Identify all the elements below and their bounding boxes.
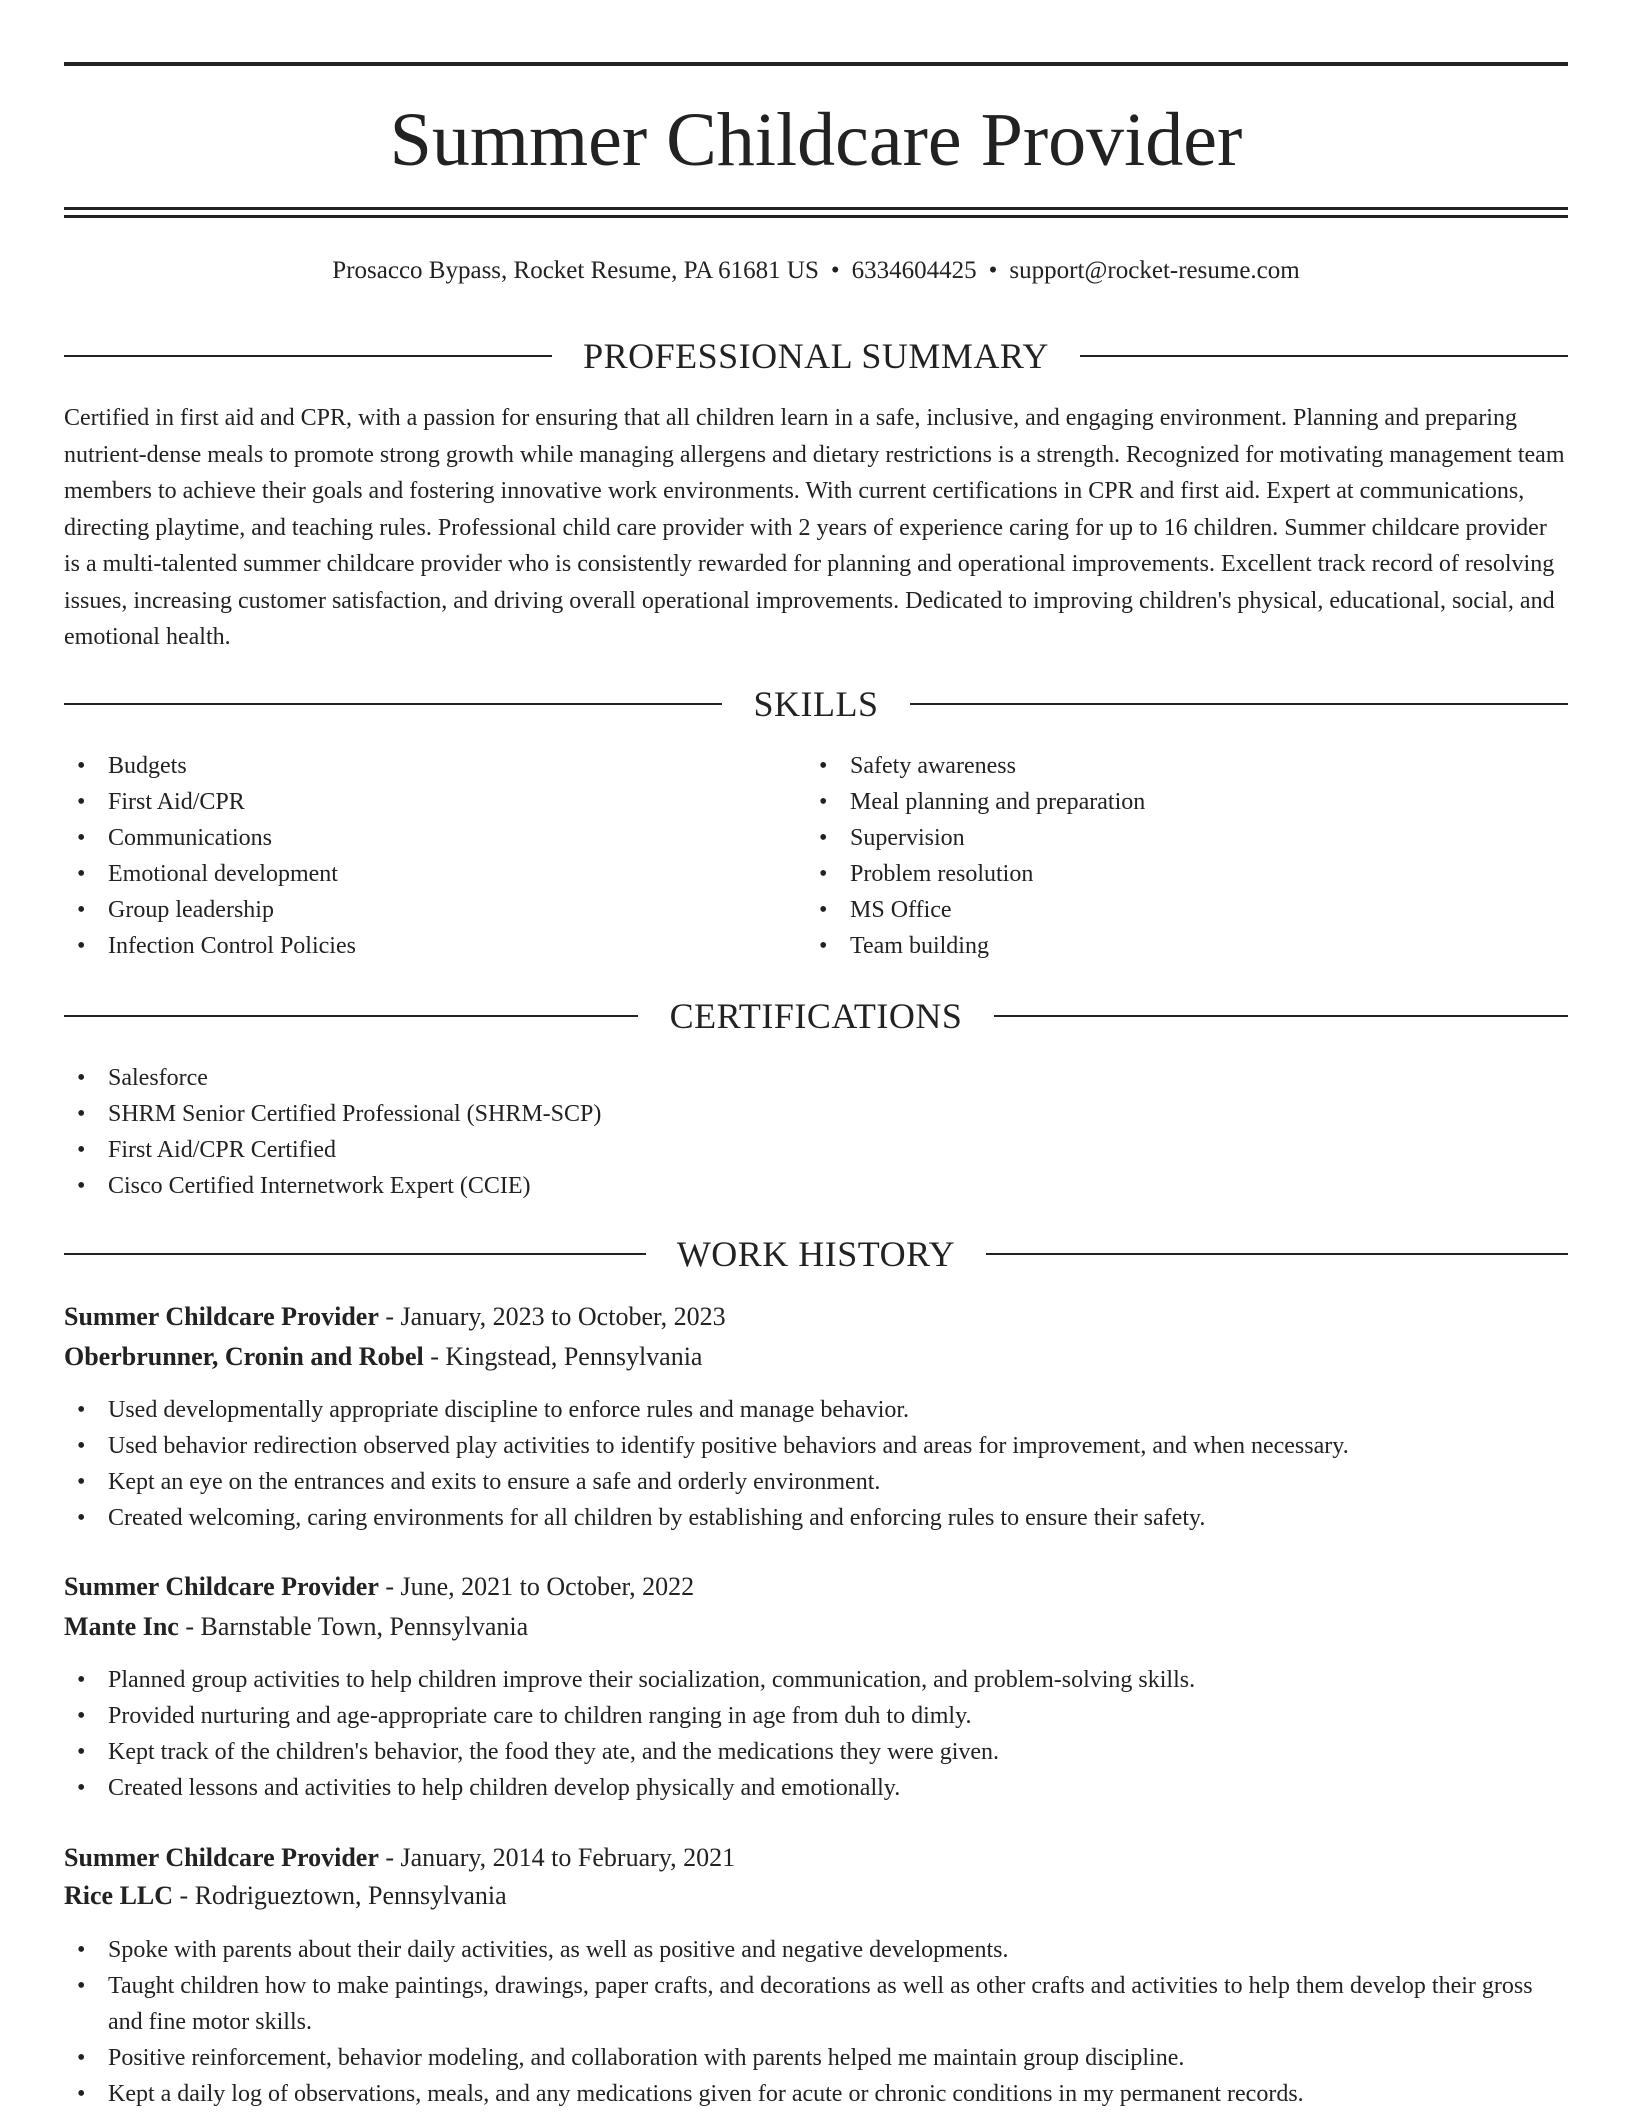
- job-bullet: • Created lessons and activities to help children develop physically and emotionally.: [64, 1770, 1564, 1806]
- job-bullet: • Kept a daily log of observations, meals, and any medications given for acute or chronic conditions in my permanent records.: [64, 2076, 1568, 2112]
- header-rule-lower: [64, 215, 1568, 218]
- skill-item: • Supervision: [806, 820, 1506, 856]
- resume-title: Summer Childcare Provider: [389, 98, 1243, 182]
- job-company-line: [64, 1879, 507, 1913]
- certification-item: • Cisco Certified Internetwork Expert (CCIE): [64, 1168, 1564, 1204]
- job-bullet: • Kept track of the children's behavior, the food they ate, and the medications they were given.: [64, 1734, 1564, 1770]
- certifications-heading-row: [64, 994, 1568, 1038]
- certification-item: • SHRM Senior Certified Professional (SHRM-SCP): [64, 1096, 1564, 1132]
- job-dates: - January, 2023 to October, 2023: [378, 1302, 726, 1331]
- skills-list-right: [806, 748, 1506, 964]
- summary-heading-row: [64, 334, 1568, 378]
- skill-item: • Communications: [64, 820, 764, 856]
- skill-item: • Budgets: [64, 748, 764, 784]
- contact-separator: •: [830, 257, 840, 284]
- certification-item: • Salesforce: [64, 1060, 1564, 1096]
- contact-email: support@rocket-resume.com: [1009, 257, 1300, 284]
- contact-phone: 6334604425: [851, 257, 977, 284]
- certifications-list: [64, 1060, 1564, 1204]
- job-location: - Kingstead, Pennsylvania: [423, 1342, 703, 1371]
- job-company: Oberbrunner, Cronin and Robel: [64, 1342, 424, 1371]
- job-company: Rice LLC: [64, 1881, 174, 1910]
- skills-list-left: [64, 748, 764, 964]
- job-location: - Rodrigueztown, Pennsylvania: [173, 1881, 507, 1910]
- job-title: Summer Childcare Provider: [64, 1302, 379, 1331]
- job-bullet: • Planned group activities to help children improve their socialization, communication, and problem-solving skills.: [64, 1662, 1564, 1698]
- summary-heading: PROFESSIONAL SUMMARY: [583, 336, 1049, 376]
- job-bullet: • Spoke with parents about their daily activities, as well as positive and negative developments.: [64, 1932, 1568, 1968]
- skill-item: • Problem resolution: [806, 856, 1506, 892]
- job-bullets: [64, 1932, 1568, 2112]
- work-heading: WORK HISTORY: [676, 1234, 956, 1274]
- job-bullets: [64, 1662, 1564, 1806]
- skill-item: • Group leadership: [64, 892, 764, 928]
- job-company-line: [64, 1340, 702, 1374]
- job-bullet: • Kept an eye on the entrances and exits to ensure a safe and orderly environment.: [64, 1464, 1564, 1500]
- skill-item: • Emotional development: [64, 856, 764, 892]
- header-rule-upper: [64, 207, 1568, 210]
- header-top-rule: [64, 62, 1568, 66]
- job-company-line: [64, 1610, 528, 1644]
- job-location: - Barnstable Town, Pennsylvania: [178, 1612, 529, 1641]
- skill-item: • Meal planning and preparation: [806, 784, 1506, 820]
- skill-item: • Safety awareness: [806, 748, 1506, 784]
- job-bullet: • Used behavior redirection observed play activities to identify positive behaviors and areas for improvement, and when necessary.: [64, 1428, 1564, 1464]
- job-bullet: • Taught children how to make paintings, drawings, paper crafts, and decorations as well as other crafts and activities to help them develop their gross and fine motor skills.: [64, 1968, 1568, 2040]
- skills-heading-row: [64, 682, 1568, 726]
- contact-separator: •: [988, 257, 998, 284]
- job-title-line: [64, 1841, 735, 1875]
- contact-address: Prosacco Bypass, Rocket Resume, PA 61681 US: [332, 257, 819, 284]
- skill-item: • MS Office: [806, 892, 1506, 928]
- skills-heading: SKILLS: [753, 684, 879, 724]
- heading-rule-right: [1080, 355, 1568, 357]
- heading-rule-right: [910, 703, 1568, 705]
- job-bullet: • Positive reinforcement, behavior modeling, and collaboration with parents helped me maintain group discipline.: [64, 2040, 1568, 2076]
- job-title: Summer Childcare Provider: [64, 1843, 379, 1872]
- contact-line: [0, 255, 1632, 287]
- work-heading-row: [64, 1232, 1568, 1276]
- skill-item: • Team building: [806, 928, 1506, 964]
- job-bullet: • Provided nurturing and age-appropriate care to children ranging in age from duh to dimly.: [64, 1698, 1564, 1734]
- job-dates: - January, 2014 to February, 2021: [378, 1843, 736, 1872]
- job-title: Summer Childcare Provider: [64, 1572, 379, 1601]
- certifications-heading: CERTIFICATIONS: [669, 996, 963, 1036]
- heading-rule-right: [986, 1253, 1568, 1255]
- skill-item: • First Aid/CPR: [64, 784, 764, 820]
- certification-item: • First Aid/CPR Certified: [64, 1132, 1564, 1168]
- job-title-line: [64, 1300, 726, 1334]
- job-bullets: [64, 1392, 1564, 1536]
- heading-rule-right: [994, 1015, 1568, 1017]
- job-company: Mante Inc: [64, 1612, 179, 1641]
- job-bullet: • Created welcoming, caring environments for all children by establishing and enforcing rules to ensure their safety.: [64, 1500, 1564, 1536]
- job-dates: - June, 2021 to October, 2022: [378, 1572, 695, 1601]
- job-title-line: [64, 1570, 694, 1604]
- skill-item: • Infection Control Policies: [64, 928, 764, 964]
- summary-text: Certified in first aid and CPR, with a passion for ensuring that all children learn in a safe, inclusive, and engaging environment. Planning and preparing nutrient-dense meals to promote strong growth while managing allergens and dietary restrictions is a strength. Recognized for motivating management team members to achieve their goals and fostering innovative work environments. With current certifications in CPR and first aid. Expert at communications, directing playtime, and teaching rules. Professional child care provider with 2 years of experience caring for up to 16 children. Summer childcare provider is a multi-talented summer childcare provider who is consistently rewarded for planning and operational improvements. Excellent track record of resolving issues, increasing customer satisfaction, and driving overall operational improvements. Dedicated to improving children's physical, educational, social, and emotional health.: [64, 405, 1565, 650]
- job-bullet: • Used developmentally appropriate discipline to enforce rules and manage behavior.: [64, 1392, 1564, 1428]
